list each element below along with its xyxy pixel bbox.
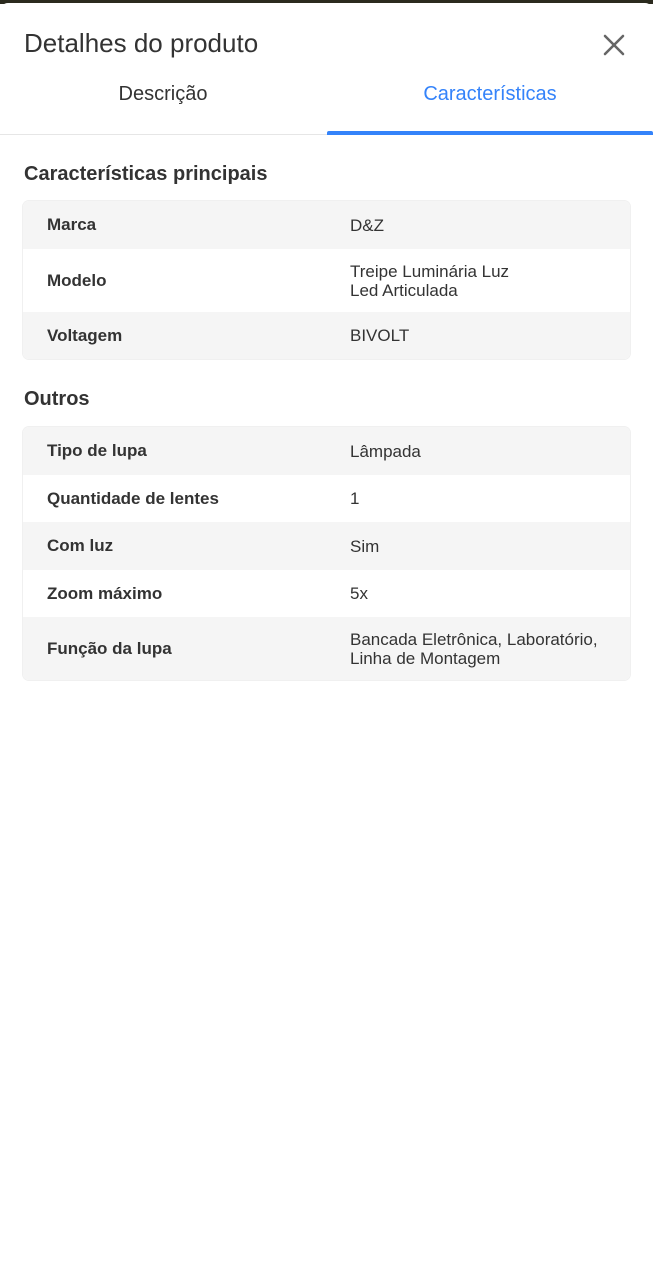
spec-value: 1 [350, 489, 360, 508]
table-row [23, 522, 630, 570]
spec-key: Marca [47, 215, 97, 234]
spec-key: Com luz [47, 536, 114, 555]
tab-caracteristicas[interactable]: Características [423, 83, 557, 105]
spec-key: Quantidade de lentes [47, 488, 219, 508]
close-button[interactable] [596, 27, 632, 63]
table-row [23, 617, 630, 680]
spec-key: Zoom máximo [47, 583, 163, 603]
section-title-main: Características principais [24, 163, 268, 185]
sheet-header [0, 3, 653, 81]
spec-key: Tipo de lupa [47, 441, 147, 460]
close-icon [596, 27, 632, 63]
spec-value: D&Z [350, 215, 384, 235]
spec-key: Modelo [47, 270, 107, 290]
table-row [23, 249, 630, 312]
specs-table-outros [23, 427, 630, 680]
spec-key: Função da lupa [47, 638, 172, 658]
tab-descricao[interactable]: Descrição [118, 83, 208, 105]
table-row [23, 427, 630, 475]
product-details-sheet [0, 3, 653, 1280]
page-title: Detalhes do produto [24, 28, 259, 58]
spec-value: Treipe Luminária Luz Led Articulada [350, 261, 510, 300]
spec-value: Lâmpada [350, 441, 421, 461]
tab-bar [0, 75, 653, 135]
spec-value: 5x [350, 584, 368, 603]
spec-value: BIVOLT [350, 326, 410, 345]
active-tab-indicator [327, 131, 653, 135]
table-row [23, 570, 630, 617]
spec-key: Voltagem [47, 325, 123, 345]
table-row [23, 312, 630, 359]
table-row [23, 475, 630, 522]
section-title-outros: Outros [24, 388, 90, 410]
specs-table-main [23, 201, 630, 359]
spec-value: Sim [350, 536, 380, 556]
table-row [23, 201, 630, 249]
spec-value: Bancada Eletrônica, Laboratório, Linha de Montagem [350, 629, 598, 668]
